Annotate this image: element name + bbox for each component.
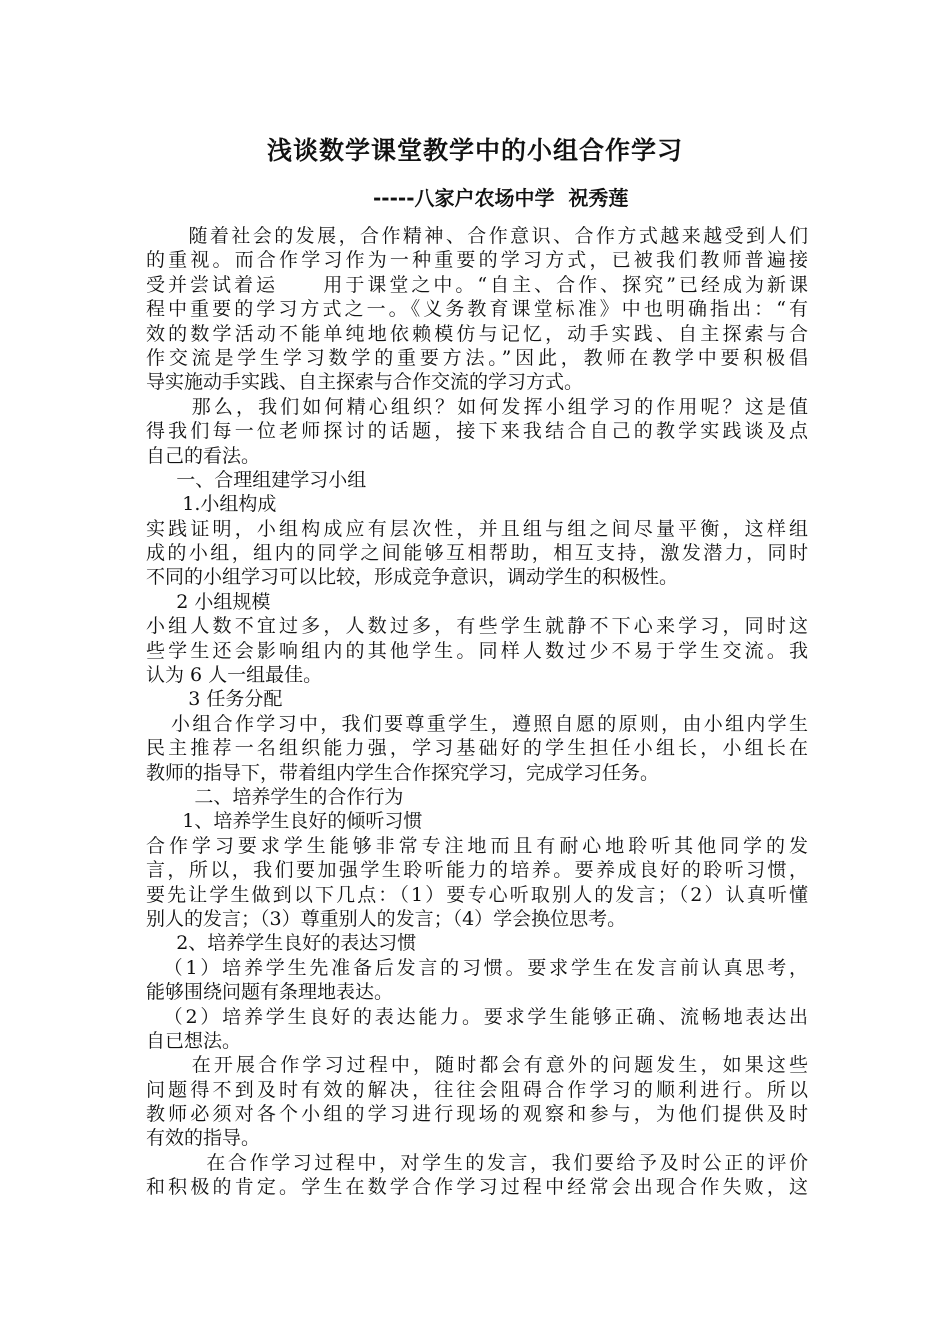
text-line: 言，所以，我们要加强学生聆听能力的培养。要养成良好的聆听习惯， <box>146 859 808 882</box>
text-line: 的重视。而合作学习作为一种重要的学习方式，已被我们教师普遍接 <box>146 249 808 272</box>
text-line: 1、培养学生良好的倾听习惯 <box>146 810 423 833</box>
text-line: 程中重要的学习方式之一。《义务教育课堂标准》中也明确指出：“有 <box>146 298 808 321</box>
text-line: 实践证明，小组构成应有层次性，并且组与组之间尽量平衡，这样组 <box>146 517 808 540</box>
text-line: 得我们每一位老师探讨的话题，接下来我结合自己的教学实践谈及点 <box>146 420 808 443</box>
text-line: 2、培养学生良好的表达习惯 <box>146 932 417 955</box>
text-line: 教师的指导下，带着组内学生合作探究学习，完成学习任务。 <box>146 761 660 784</box>
text-line: 自已想法。 <box>146 1029 242 1052</box>
text-line: 能够围绕问题有条理地表达。 <box>146 981 394 1004</box>
text-line: 受并尝试着运 用于课堂之中。“自主、合作、探究”已经成为新课 <box>146 273 808 296</box>
author-byline: -----八家户农场中学 祝秀莲 <box>373 186 629 210</box>
text-line: （2）培养学生良好的表达能力。要求学生能够正确、流畅地表达出 <box>146 1005 808 1028</box>
text-line: 合作学习要求学生能够非常专注地而且有耐心地聆听其他同学的发 <box>146 834 808 857</box>
text-line: （1）培养学生先准备后发言的习惯。要求学生在发言前认真思考， <box>146 956 808 979</box>
text-line: 要先让学生做到以下几点：（1）要专心听取别人的发言；（2）认真听懂 <box>146 883 808 906</box>
text-line: 2 小组规模 <box>146 590 271 613</box>
text-line: 教师必须对各个小组的学习进行现场的观察和参与，为他们提供及时 <box>146 1103 808 1126</box>
document-title: 浅谈数学课堂教学中的小组合作学习 <box>266 136 683 165</box>
text-line: 小组人数不宜过多，人数过多，有些学生就静不下心来学习，同时这 <box>146 615 808 638</box>
text-line: 自己的看法。 <box>146 444 261 467</box>
text-line: 民主推荐一名组织能力强，学习基础好的学生担任小组长，小组长在 <box>146 737 808 760</box>
text-line: 在开展合作学习过程中，随时都会有意外的问题发生，如果这些 <box>146 1054 808 1077</box>
text-line: 和积极的肯定。学生在数学合作学习过程中经常会出现合作失败，这 <box>146 1176 808 1199</box>
text-line: 那么，我们如何精心组织？如何发挥小组学习的作用呢？这是值 <box>146 395 808 418</box>
text-line: 小组合作学习中，我们要尊重学生，遵照自愿的原则，由小组内学生 <box>146 712 808 735</box>
text-line: 随着社会的发展，合作精神、合作意识、合作方式越来越受到人们 <box>146 225 808 247</box>
text-line: 1.小组构成 <box>146 493 277 516</box>
text-line: 效的数学活动不能单纯地依赖模仿与记忆，动手实践、自主探索与合 <box>146 322 808 345</box>
text-line: 问题得不到及时有效的解决，往往会阻碍合作学习的顺利进行。所以 <box>146 1078 808 1101</box>
text-line: 一、合理组建学习小组 <box>146 468 367 491</box>
text-line: 二、培养学生的合作行为 <box>146 785 404 808</box>
text-line: 些学生还会影响组内的其他学生。同样人数过少不易于学生交流。我 <box>146 639 808 662</box>
text-line: 成的小组，组内的同学之间能够互相帮助，相互支持，激发潜力，同时 <box>146 542 808 565</box>
text-line: 在合作学习过程中，对学生的发言，我们要给予及时公正的评价 <box>146 1151 808 1174</box>
text-line: 认为 6 人一组最佳。 <box>146 664 323 687</box>
text-line: 作交流是学生学习数学的重要方法。”因此，教师在教学中要积极倡 <box>146 346 808 369</box>
text-line: 有效的指导。 <box>146 1127 261 1150</box>
text-line: 别人的发言；（3）尊重别人的发言；（4）学会换位思考。 <box>146 907 627 930</box>
text-line: 3 任务分配 <box>146 688 283 711</box>
document-body <box>146 224 808 1200</box>
text-line: 导实施动手实践、自主探索与合作交流的学习方式。 <box>146 371 584 394</box>
text-line: 不同的小组学习可以比较，形成竞争意识，调动学生的积极性。 <box>146 566 679 589</box>
